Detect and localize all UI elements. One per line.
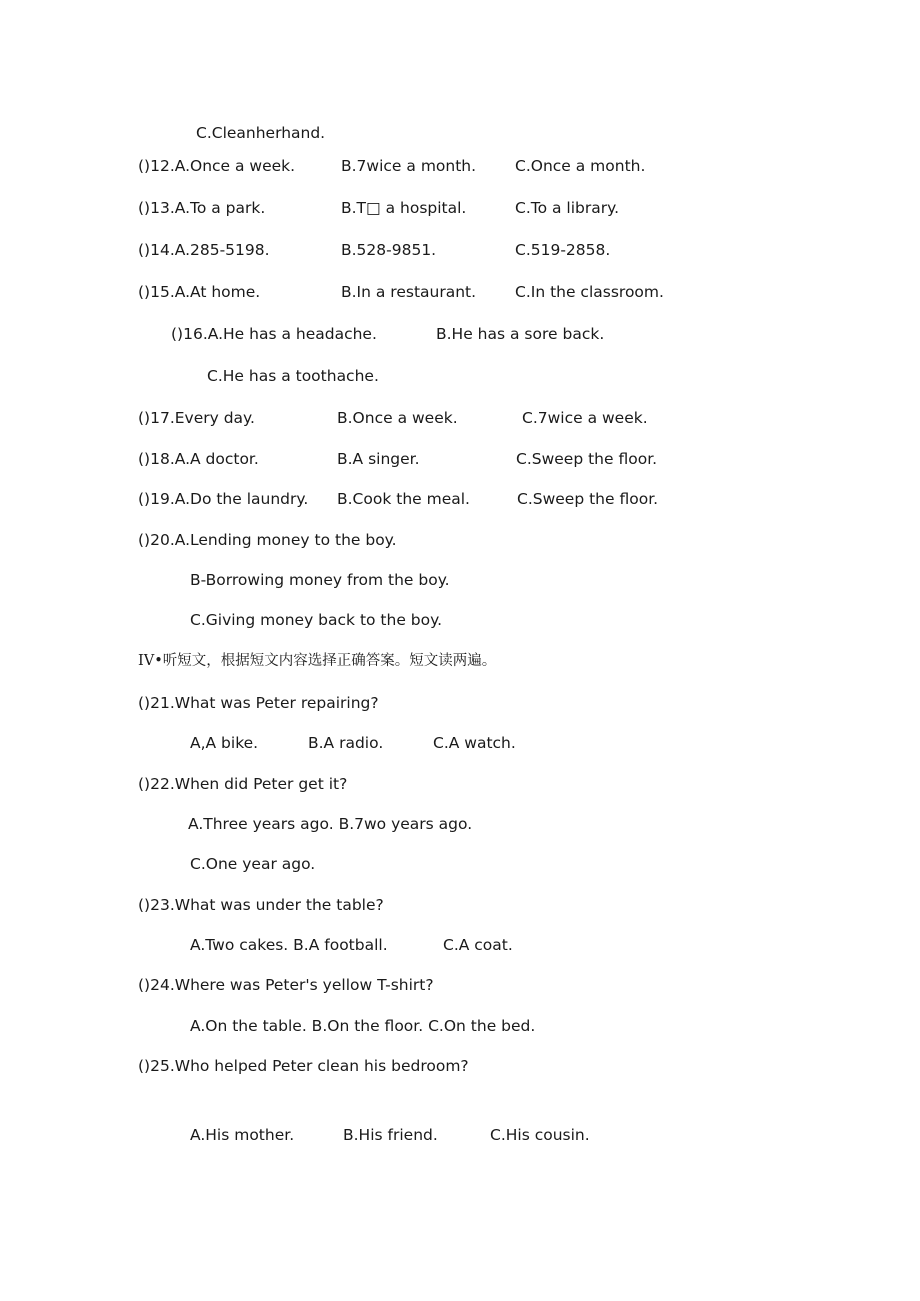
q16-option-b: B.He has a sore back. [436, 325, 605, 343]
q21-option-a: A,A bike. [190, 734, 259, 752]
q17-option-c: C.7wice a week. [522, 409, 648, 427]
q22-options-ab: A.Three years ago. B.7wo years ago. [188, 815, 473, 833]
q22-option-c: C.One year ago. [190, 855, 316, 873]
q11-option-c: C.Cleanherhand. [196, 124, 326, 142]
q21-option-c: C.A watch. [433, 734, 516, 752]
q13-option-c: C.To a library. [515, 199, 620, 217]
q14-option-a: ()14.A.285-5198. [138, 241, 270, 259]
q17-option-a: ()17.Every day. [138, 409, 255, 427]
q18-option-c: C.Sweep the floor. [516, 450, 658, 468]
q15-option-c: C.In the classroom. [515, 283, 664, 301]
q25-option-c: C.His cousin. [490, 1126, 590, 1144]
q24-options: A.On the table. B.On the floor. C.On the bed. [190, 1017, 536, 1035]
q16-option-c: C.He has a toothache. [207, 367, 379, 385]
q18-option-b: B.A singer. [337, 450, 420, 468]
q23-question: ()23.What was under the table? [138, 896, 384, 914]
q20-option-a: ()20.A.Lending money to the boy. [138, 531, 397, 549]
q13-option-b: B.T□ a hospital. [341, 199, 467, 217]
q19-option-b: B.Cook the meal. [337, 490, 470, 508]
q25-option-a: A.His mother. [190, 1126, 295, 1144]
q17-option-b: B.Once a week. [337, 409, 458, 427]
q12-option-a: ()12.A.Once a week. [138, 157, 296, 175]
q23-options-ab: A.Two cakes. B.A football. [190, 936, 388, 954]
q14-option-b: B.528-9851. [341, 241, 437, 259]
q25-question: ()25.Who helped Peter clean his bedroom? [138, 1057, 469, 1075]
q20-option-c: C.Giving money back to the boy. [190, 611, 443, 629]
q23-option-c: C.A coat. [443, 936, 513, 954]
q12-option-c: C.Once a month. [515, 157, 646, 175]
q25-option-b: B.His friend. [343, 1126, 438, 1144]
q16-option-a: ()16.A.He has a headache. [171, 325, 377, 343]
q19-option-a: ()19.A.Do the laundry. [138, 490, 309, 508]
q15-option-a: ()15.A.At home. [138, 283, 261, 301]
q21-question: ()21.What was Peter repairing? [138, 694, 379, 712]
q18-option-a: ()18.A.A doctor. [138, 450, 259, 468]
q19-option-c: C.Sweep the floor. [517, 490, 659, 508]
q12-option-b: B.7wice a month. [341, 157, 477, 175]
q22-question: ()22.When did Peter get it? [138, 775, 348, 793]
section-iv-heading: IV•听短文，根据短文内容选择正确答案。短文读两遍。 [138, 653, 497, 669]
q20-option-b: B-Borrowing money from the boy. [190, 571, 450, 589]
q15-option-b: B.In a restaurant. [341, 283, 477, 301]
q24-question: ()24.Where was Peter's yellow T-shirt? [138, 976, 434, 994]
q21-option-b: B.A radio. [308, 734, 384, 752]
q13-option-a: ()13.A.To a park. [138, 199, 266, 217]
q14-option-c: C.519-2858. [515, 241, 611, 259]
